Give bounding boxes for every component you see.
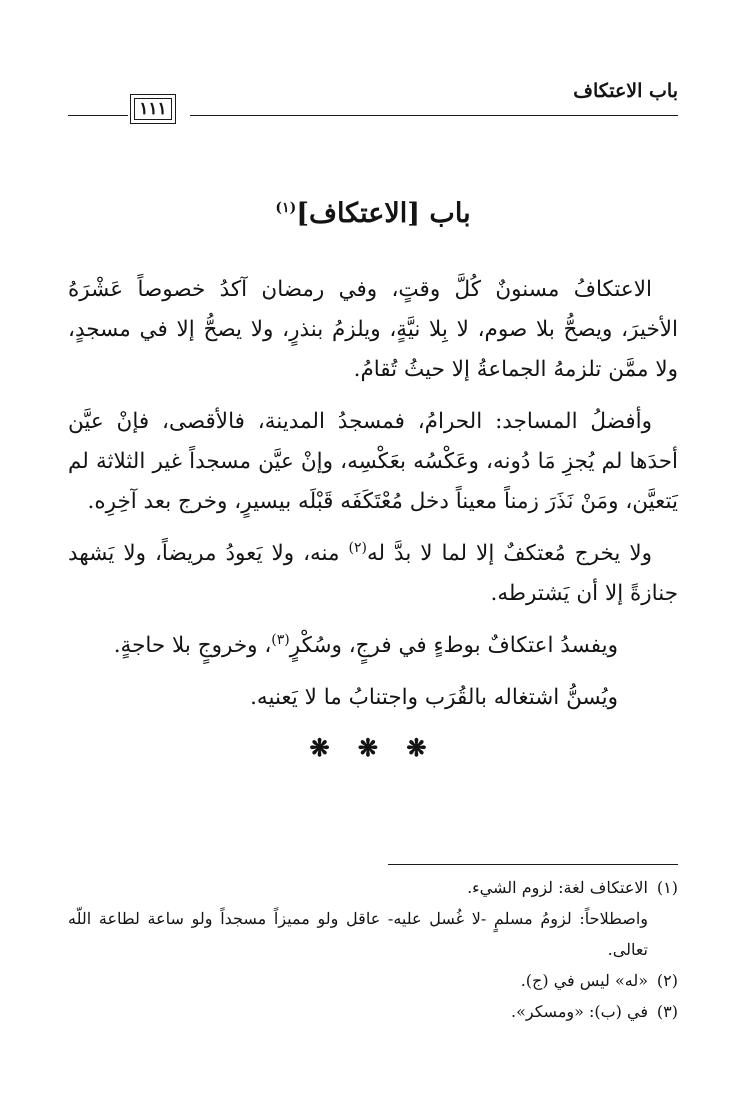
paragraph-2: وأفضلُ المساجد: الحرامُ، فمسجدُ المدينة، فالأقصى، فإنْ عيَّن أحدَها لم يُجزِ مَا دُونه، وعَكْسُه بعَكْسِه، وإنْ عيَّن مسجداً غير الثلاثة لم يَتعيَّن، ومَنْ نَذَرَ زمناً معيناً دخل مُعْتَكَفَه قَبْلَه بيسيرٍ، وخرج بعد آخِرِه. xyxy=(68,409,678,514)
footnote-rule xyxy=(388,864,678,865)
footnote-ref-1: (١) xyxy=(275,200,297,216)
paragraph-5: ويُسنُّ اشتغاله بالقُرَب واجتنابُ ما لا يَعنيه. xyxy=(250,685,618,710)
footnote-ref-2: (٢) xyxy=(348,539,367,556)
chapter-title xyxy=(0,198,746,229)
body-text xyxy=(68,270,678,766)
footnote-1-text: الاعتكاف لغة: لزوم الشيء. xyxy=(467,878,648,897)
paragraph-3-text-a: ولا يخرج مُعتكفٌ إلا لما لا بدَّ له xyxy=(367,541,652,566)
header-rule-left xyxy=(68,115,128,116)
footnote-3 xyxy=(68,996,678,1027)
paragraph-3 xyxy=(68,534,678,614)
running-header-title: باب الاعتكاف xyxy=(573,80,678,102)
header-rule-right xyxy=(190,115,678,116)
footnote-1-number: (١) xyxy=(656,878,678,897)
section-separator: ❋ ❋ ❋ xyxy=(309,733,437,762)
footnote-2 xyxy=(68,965,678,996)
paragraph-4-text-b: ، وخروجٍ بلا حاجةٍ. xyxy=(113,633,272,658)
page-number: ١١١ xyxy=(139,99,167,119)
footnote-1-continuation: واصطلاحاً: لزومُ مسلمٍ -لا غُسل عليه- عاقل ولو مميزاً مسجداً ولو ساعة لطاعة اللّه تعالى. xyxy=(68,909,648,959)
paragraph-4-text-a: ويفسدُ اعتكافٌ بوطءٍ في فرجٍ، وسُكْرٍ xyxy=(289,633,618,658)
footnote-ref-3: (٣) xyxy=(271,631,290,648)
footnote-3-text: في (ب): «ومسكر». xyxy=(511,1002,648,1021)
page-number-box xyxy=(130,94,176,124)
footnote-3-number: (٣) xyxy=(656,1002,678,1021)
chapter-title-text: باب [الاعتكاف] xyxy=(296,198,471,229)
footnote-2-text: «له» ليس في (ج). xyxy=(520,971,648,990)
footnote-2-number: (٢) xyxy=(656,971,678,990)
paragraph-1: الاعتكافُ مسنونٌ كُلَّ وقتٍ، وفي رمضان آكدُ خصوصاً عَشْرَهُ الأخيرَ، ويصحُّ بلا صوم، لا بِلا نيَّةٍ، ويلزمُ بنذرٍ، ولا يصحُّ إلا في مسجدٍ، ولا ممَّن تلزمهُ الجماعةُ إلا حيثُ تُقامُ. xyxy=(68,277,678,382)
paragraph-3-text-b: منه، ولا يَعودُ مريضاً، ولا يَشهد جنازةً إلا أن يَشترطه. xyxy=(68,541,678,606)
paragraph-4 xyxy=(68,626,678,666)
footnotes xyxy=(68,872,678,1027)
footnote-1 xyxy=(68,872,678,903)
